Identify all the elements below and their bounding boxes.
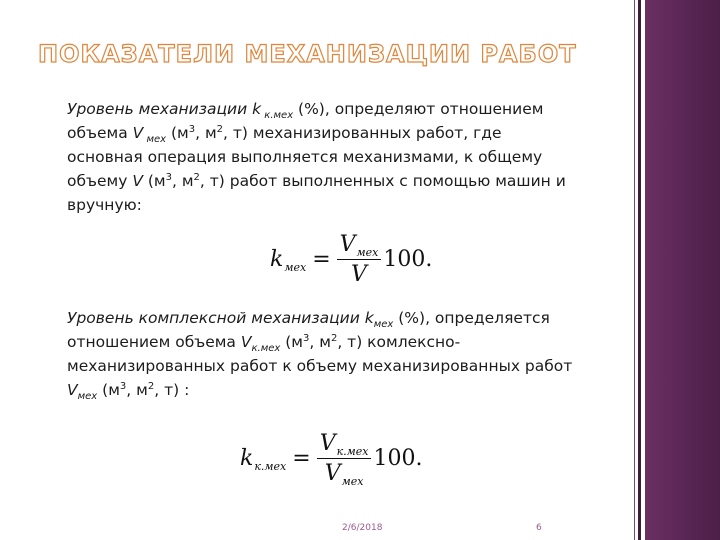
formula2-equals: = — [292, 445, 311, 471]
para2-line4-c: , м — [126, 381, 148, 399]
para2-line2-sub: к.мех — [251, 343, 281, 355]
footer-date: 2/6/2018 — [342, 523, 383, 533]
formula2-den-var: V — [324, 460, 341, 486]
para1-line4-b: (м — [142, 172, 166, 190]
para2-line4-sup1: 3 — [119, 380, 127, 392]
formula1-num-var: V — [339, 231, 356, 257]
para1-line3: основная операция выполняется механизмами, к общему — [67, 148, 543, 166]
para1-line4-sup1: 3 — [165, 171, 172, 183]
para2-lead: Уровень комплексной механизации k — [67, 309, 374, 327]
para1-line2-sup2: 2 — [216, 123, 224, 135]
formula-mechanization-level — [270, 224, 432, 294]
formula1-equals: = — [312, 246, 331, 272]
para1-line2-sub: мех — [143, 134, 167, 146]
formula1-constant: 100. — [383, 246, 433, 272]
para2-line2-sup2: 2 — [330, 332, 338, 344]
slide-title: ПОКАЗАТЕЛИ МЕХАНИЗАЦИИ РАБОТ — [38, 40, 577, 68]
formula2-lhs: k — [240, 445, 254, 471]
para1-line1-rest: (%), определяют отношением — [293, 100, 544, 118]
para2-line2-d: , т) комлексно- — [337, 333, 461, 351]
para2-line4-b: (м — [97, 381, 120, 399]
sidebar-rule-thin — [634, 0, 635, 540]
footer-page-number: 6 — [536, 523, 542, 533]
para2-line2-var: V — [240, 333, 252, 351]
para1-line2-b: (м — [166, 124, 189, 142]
para2-line2-c: , м — [309, 333, 331, 351]
para2-line3: механизированных работ к объему механизированных работ — [67, 357, 573, 375]
formula2-num-sub: к.мех — [336, 444, 369, 458]
formula2-denominator — [322, 459, 367, 486]
para2-line2-sup1: 3 — [303, 332, 310, 344]
formula2-den-sub: мех — [341, 474, 364, 488]
para1-lead: Уровень механизации k — [67, 100, 262, 118]
para1-line4-var: V — [132, 172, 143, 190]
formula1-fraction — [337, 232, 382, 287]
para1-line5: вручную: — [67, 196, 142, 214]
para1-line2-c: , м — [195, 124, 217, 142]
para1-lead-sub: к.мех — [261, 110, 294, 122]
para2-line4-sup2: 2 — [147, 380, 155, 392]
formula2-fraction — [317, 431, 372, 486]
formula1-denominator — [348, 260, 370, 287]
para2-line4-sub: мех — [77, 391, 98, 403]
formula2-constant: 100. — [373, 445, 423, 471]
para2-line1-rest: (%), определяется — [393, 309, 550, 327]
sidebar-rule-thick — [638, 0, 641, 540]
paragraph-mechanization-level — [67, 97, 637, 217]
para2-line2-b: (м — [280, 333, 303, 351]
sidebar-decoration — [645, 0, 720, 540]
para1-line2-a: объема — [67, 124, 133, 142]
formula1-numerator — [337, 232, 382, 260]
para1-line4-a: объему — [67, 172, 133, 190]
para2-line4-d: , т) : — [154, 381, 190, 399]
para1-line2-d: , т) механизированных работ, где — [223, 124, 502, 142]
para1-line4-c: , м — [171, 172, 194, 190]
para1-line4-d: , т) работ выполненных с помощью машин и — [199, 172, 566, 190]
formula1-num-sub: мех — [356, 245, 379, 259]
formula2-numerator — [317, 431, 372, 459]
paragraph-complex-mechanization — [67, 306, 637, 402]
para1-line4-sup2: 2 — [193, 171, 200, 183]
para2-line2-a: отношением объема — [67, 333, 241, 351]
para2-lead-sub: мех — [373, 319, 394, 331]
formula1-lhs-sub: мех — [284, 260, 307, 274]
para1-line2-sup1: 3 — [188, 123, 196, 135]
formula1-lhs: k — [270, 246, 284, 272]
para2-line4-var: V — [67, 381, 78, 399]
para1-line2-var: V — [132, 124, 144, 142]
formula2-lhs-sub: к.мех — [254, 459, 287, 473]
formula1-den-var: V — [351, 261, 367, 287]
formula-complex-mechanization — [240, 423, 422, 493]
formula2-num-var: V — [319, 430, 336, 456]
